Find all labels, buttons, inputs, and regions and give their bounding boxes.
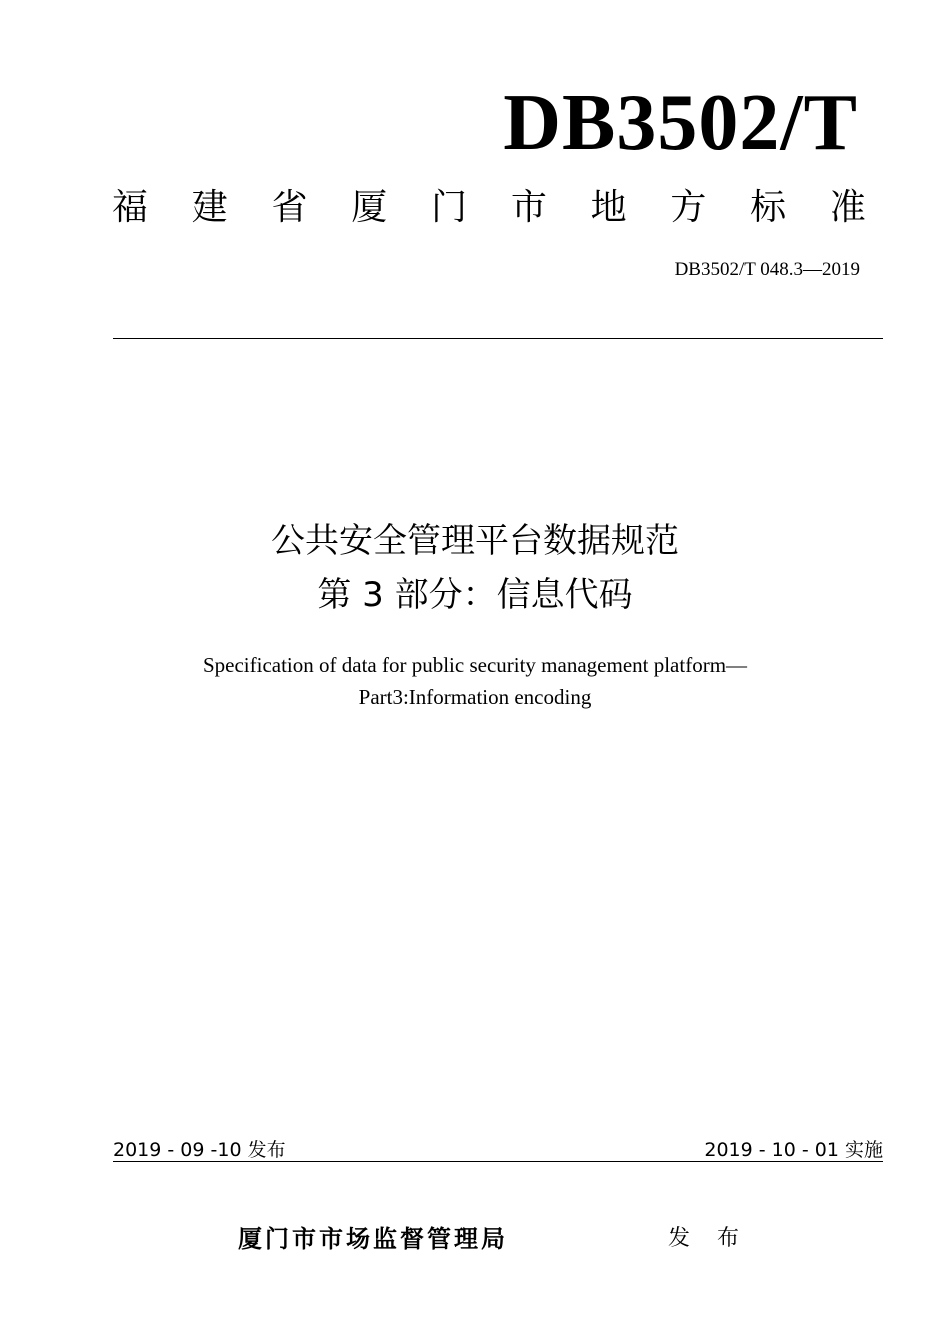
title-en-line2: Part3:Information encoding xyxy=(358,685,592,709)
category-char: 标 xyxy=(750,187,787,228)
standard-code: DB3502/T xyxy=(503,79,858,167)
standard-category xyxy=(112,183,866,233)
category-char: 方 xyxy=(670,187,707,228)
publish-label: 发 布 xyxy=(668,1226,749,1251)
category-char: 地 xyxy=(590,187,627,228)
standard-number: DB3502/T 048.3—2019 xyxy=(674,259,860,280)
category-char: 市 xyxy=(510,187,547,228)
publisher-name: 厦门市市场监督管理局 xyxy=(238,1225,508,1253)
category-char: 厦 xyxy=(351,187,388,228)
category-char: 福 xyxy=(112,187,149,228)
category-char: 准 xyxy=(829,187,866,228)
category-char: 省 xyxy=(271,187,308,228)
header-divider xyxy=(113,338,883,339)
category-char: 门 xyxy=(431,187,468,228)
title-cn-line1: 公共安全管理平台数据规范 xyxy=(271,521,679,561)
issue-date: 2019 - 09 -10 发布 xyxy=(113,1139,286,1161)
category-char: 建 xyxy=(191,187,228,228)
title-cn-line2: 第 3 部分：信息代码 xyxy=(317,575,633,615)
title-en-line1: Specification of data for public security management platform— xyxy=(202,653,748,677)
footer-divider xyxy=(113,1161,883,1162)
implementation-date: 2019 - 10 - 01 实施 xyxy=(704,1139,883,1161)
